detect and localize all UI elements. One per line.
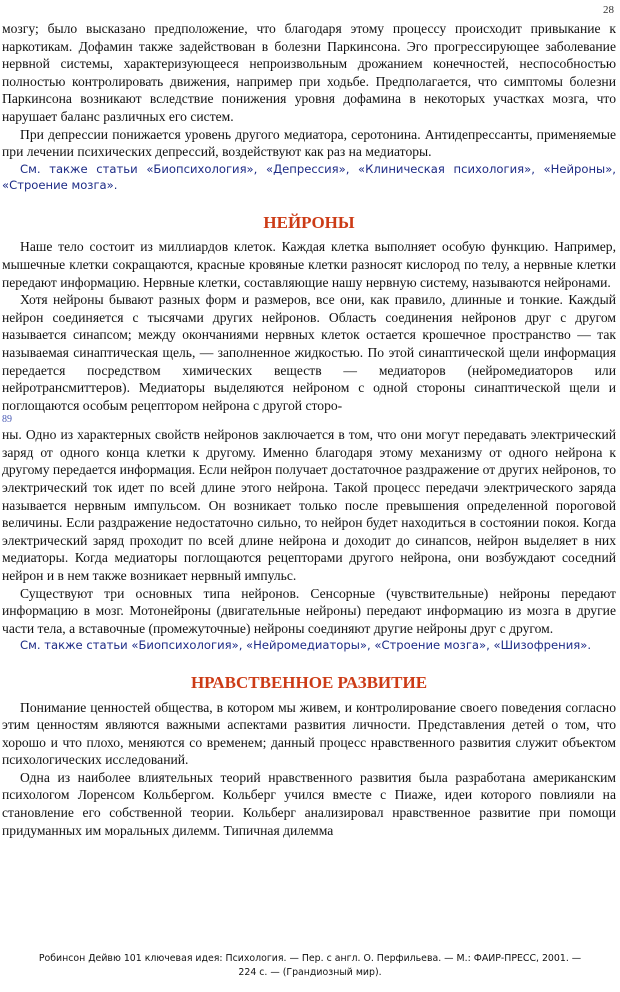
- moral-paragraph-2: Одна из наиболее влиятельных теорий нравственного развития была разработана американским психологом Лоренсом Кольбергом. Кольберг учился вместе с Пиаже, идеи которого повлияли на становление его собственной теории. Кольберг анализировал нравственное развитие при помощи придуманных им моральных дилемм. Типичная дилемма: [2, 769, 616, 838]
- neurons-paragraph-1: Наше тело состоит из миллиардов клеток. Каждая клетка выполняет особую функцию. Например, мышечные клетки сокращаются, красные кровяные клетки разносят кислород по телу, а нервные клетки передают информацию. Нервные клетки, составляющие нашу нервную систему, называются нейронами.: [2, 239, 616, 290]
- intro-paragraph-2: При депрессии понижается уровень другого медиатора, серотонина. Антидепрессанты, применяемые при лечении психических депрессий, воздействуют как раз на медиаторы.: [2, 126, 616, 160]
- moral-paragraph-1: Понимание ценностей общества, в котором мы живем, и контролирование своего поведения согласно этим ценностям являются важными аспектами развития личности. Представления детей о том, что хорошо и что плохо, меняются со временем; данный процесс нравственного развития служит объектом психологических исследований.: [2, 699, 616, 768]
- neurons-see-also: См. также статьи «Биопсихология», «Нейромедиаторы», «Строение мозга», «Шизофрения».: [20, 638, 592, 653]
- intro-see-also: См. также статьи «Биопсихология», «Депрессия», «Клиническая психология», «Нейроны», «Строение мозга».: [2, 161, 616, 193]
- citation-line-2: 224 с. — (Грандиозный мир).: [238, 966, 382, 978]
- page-content: [2, 20, 616, 839]
- citation-footer: [0, 952, 620, 979]
- source-page-marker: 89: [2, 414, 12, 426]
- neurons-paragraph-3: ны. Одно из характерных свойств нейронов заключается в том, что они могут передавать электрический заряд от одного конца клетки к другому. Именно благодаря этому механизму от одного нейрона к другому передается информация. Если нейрон получает достаточное раздражение от других нейронов, то электрический ток идет по всей длине этого нейрона. Такой процесс передачи электрического заряда называется нервным импульсом. Он возникает только после превышения определенной пороговой величины. Если раздражение недостаточно сильно, то нейрон будет находиться в состоянии покоя. Когда электрический заряд проходит по всей длине нейрона и доходит до синапсов, нейрон выделяет в них медиаторы. Когда медиаторы поглощаются рецепторами другого нейрона, они возбуждают соседний нейрон и в нем также возникает нервный импульс.: [2, 427, 616, 584]
- page-number: 28: [603, 4, 614, 16]
- section-heading-moral-development: НРАВСТВЕННОЕ РАЗВИТИЕ: [190, 672, 428, 692]
- intro-paragraph-1: мозгу; было высказано предположение, что благодаря этому процессу происходит привыкание к наркотикам. Дофамин также задействован в болезни Паркинсона. Эго прогрессирующее заболевание нервной системы, характеризующееся непроизвольным дрожанием конечностей, неспособностью полностью контролировать движения, например при ходьбе. Предполагается, что симптомы болезни Паркинсона возникают вследствие понижения уровня дофамина в некоторых участках мозга, что нарушает баланс различных его систем.: [2, 21, 616, 124]
- section-heading-neurons: НЕЙРОНЫ: [263, 212, 355, 232]
- citation-line-1: Робинсон Дейвю 101 ключевая идея: Психология. — Пер. с англ. О. Перфильева. — М.: ФАИР-ПРЕСС, 2001. —: [38, 953, 582, 964]
- neurons-paragraph-4: Существуют три основных типа нейронов. Сенсорные (чувствительные) нейроны передают информацию в мозг. Мотонейроны (двигательные нейроны) передают информацию из мозга в другие части тела, а вставочные (промежуточные) нейроны соединяют другие нейроны друг с другом.: [2, 585, 616, 636]
- neurons-paragraph-2: Хотя нейроны бывают разных форм и размеров, все они, как правило, длинные и тонкие. Каждый нейрон соединяется с тысячами других нейронов. Область соединения нейронов друг с другом называется синапсом; между окончаниями нервных клеток остается крошечное пространство — так называемая синаптическая щель, — заполненное жидкостью. По этой синаптической щели информация передается посредством химических веществ — медиаторов (нейромедиаторов или нейротрансмиттеров). Медиаторы выделяются нейроном с одной стороны синаптической щели и поглощаются особым рецептором нейрона с другой сторо-: [2, 292, 616, 413]
